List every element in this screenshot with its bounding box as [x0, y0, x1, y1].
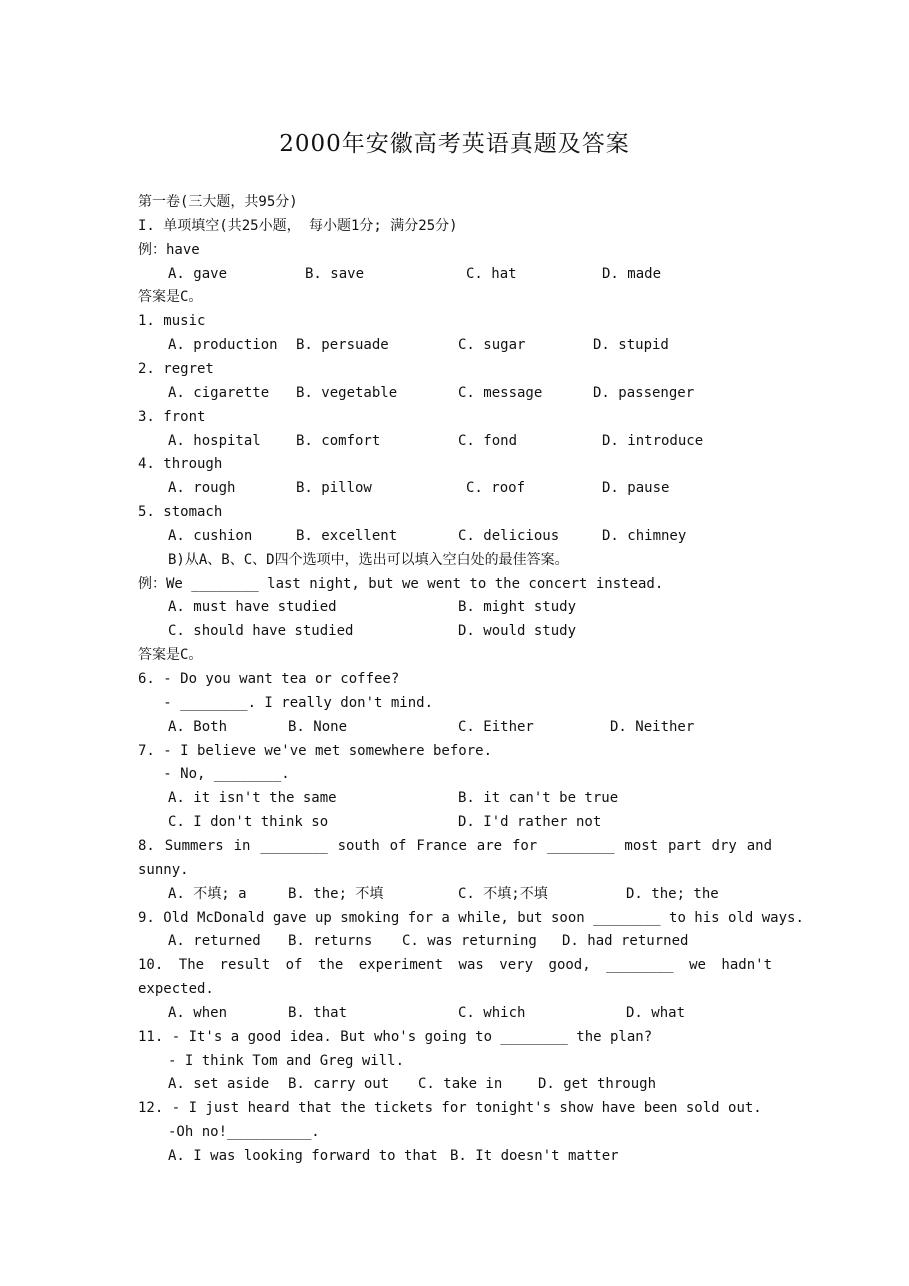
- text-line: 第一卷(三大题，共95分): [138, 194, 298, 210]
- answer-option: B. It doesn't matter: [450, 1148, 619, 1164]
- text-line: 3. front: [138, 408, 206, 425]
- text-line: 12. - I just heard that the tickets for tonight's show have been sold out.: [138, 1100, 762, 1117]
- answer-option: B. None: [288, 718, 348, 735]
- answer-option: C. which: [458, 1004, 526, 1021]
- answer-option: D. had returned: [562, 933, 689, 950]
- text-line: 例：We ________ last night, but we went to the concert instead.: [138, 575, 664, 592]
- answer-option: A. must have studied: [168, 599, 337, 616]
- answer-option: A. set aside: [168, 1076, 270, 1093]
- text-line: B)从A、B、C、D四个选项中，选出可以填入空白处的最佳答案。: [168, 551, 569, 568]
- answer-option: B. that: [288, 1004, 348, 1021]
- answer-option: D. made: [602, 265, 662, 282]
- answer-option: D. chimney: [602, 527, 687, 544]
- text-line: 例：have: [138, 241, 200, 258]
- answer-option: A. it isn't the same: [168, 790, 337, 807]
- text-line: -Oh no!__________.: [168, 1124, 320, 1141]
- answer-option: D. get through: [538, 1076, 657, 1093]
- answer-option: D. stupid: [593, 337, 669, 354]
- answer-option: D. I'd rather not: [458, 814, 602, 831]
- answer-option: A. hospital: [168, 432, 261, 449]
- answer-option: A. gave: [168, 265, 228, 282]
- answer-option: A. 不填; a: [168, 885, 247, 902]
- answer-option: C. delicious: [458, 527, 560, 544]
- answer-option: B. persuade: [296, 337, 389, 354]
- page-title: 2000年安徽高考英语真题及答案: [279, 131, 630, 157]
- answer-option: D. the; the: [626, 885, 719, 902]
- answer-option: B. it can't be true: [458, 790, 619, 807]
- answer-option: A. Both: [168, 718, 228, 735]
- answer-option: A. cushion: [168, 527, 253, 544]
- text-line: - No, ________.: [138, 766, 290, 783]
- answer-option: C. Either: [458, 718, 534, 735]
- answer-option: A. when: [168, 1004, 228, 1021]
- answer-option: C. 不填;不填: [458, 885, 548, 902]
- text-line: - I think Tom and Greg will.: [168, 1052, 405, 1069]
- answer-option: B. comfort: [296, 432, 381, 449]
- text-line: 11. - It's a good idea. But who's going to ________ the plan?: [138, 1028, 653, 1045]
- answer-option: A. returned: [168, 933, 261, 950]
- answer-option: C. fond: [458, 432, 518, 449]
- answer-option: C. sugar: [458, 337, 526, 354]
- answer-option: C. message: [458, 384, 543, 401]
- answer-option: B. pillow: [296, 480, 372, 497]
- answer-option: C. take in: [418, 1076, 503, 1093]
- text-line: 10. The result of the experiment was very good, ________ we hadn't: [138, 957, 772, 974]
- answer-option: B. carry out: [288, 1076, 390, 1093]
- answer-option: D. introduce: [602, 432, 704, 449]
- text-line: 2. regret: [138, 360, 214, 377]
- answer-option: C. was returning: [402, 933, 537, 950]
- text-line: 6. - Do you want tea or coffee?: [138, 671, 400, 687]
- text-line: I. 单项填空(共25小题， 每小题1分; 满分25分): [138, 217, 458, 234]
- answer-option: B. excellent: [296, 527, 398, 544]
- answer-option: C. roof: [466, 480, 526, 497]
- answer-option: C. I don't think so: [168, 814, 329, 831]
- answer-option: A. production: [168, 337, 278, 354]
- answer-option: C. should have studied: [168, 623, 354, 640]
- answer-option: C. hat: [466, 265, 517, 282]
- answer-option: D. pause: [602, 480, 670, 497]
- answer-option: D. what: [626, 1004, 686, 1021]
- answer-option: A. I was looking forward to that: [168, 1148, 438, 1164]
- text-line: 答案是C。: [138, 289, 203, 306]
- text-line: 5. stomach: [138, 504, 223, 521]
- answer-option: B. might study: [458, 599, 577, 616]
- text-line: 7. - I believe we've met somewhere before.: [138, 742, 493, 759]
- answer-option: D. passenger: [593, 384, 695, 401]
- text-line: 8. Summers in ________ south of France are for ________ most part dry and: [138, 837, 772, 854]
- text-line: - ________. I really don't mind.: [138, 694, 434, 711]
- text-line: 9. Old McDonald gave up smoking for a while, but soon ________ to his old ways.: [138, 909, 804, 926]
- answer-option: B. the; 不填: [288, 885, 384, 902]
- answer-option: B. save: [305, 265, 365, 282]
- answer-option: A. cigarette: [168, 384, 270, 401]
- answer-option: D. would study: [458, 623, 577, 640]
- answer-option: B. returns: [288, 933, 373, 950]
- answer-option: B. vegetable: [296, 384, 398, 401]
- answer-option: A. rough: [168, 480, 236, 497]
- text-line: 答案是C。: [138, 647, 203, 664]
- text-line: 4. through: [138, 456, 223, 473]
- text-line: expected.: [138, 981, 214, 998]
- answer-option: D. Neither: [610, 718, 695, 735]
- text-line: 1. music: [138, 313, 206, 330]
- text-line: sunny.: [138, 861, 189, 878]
